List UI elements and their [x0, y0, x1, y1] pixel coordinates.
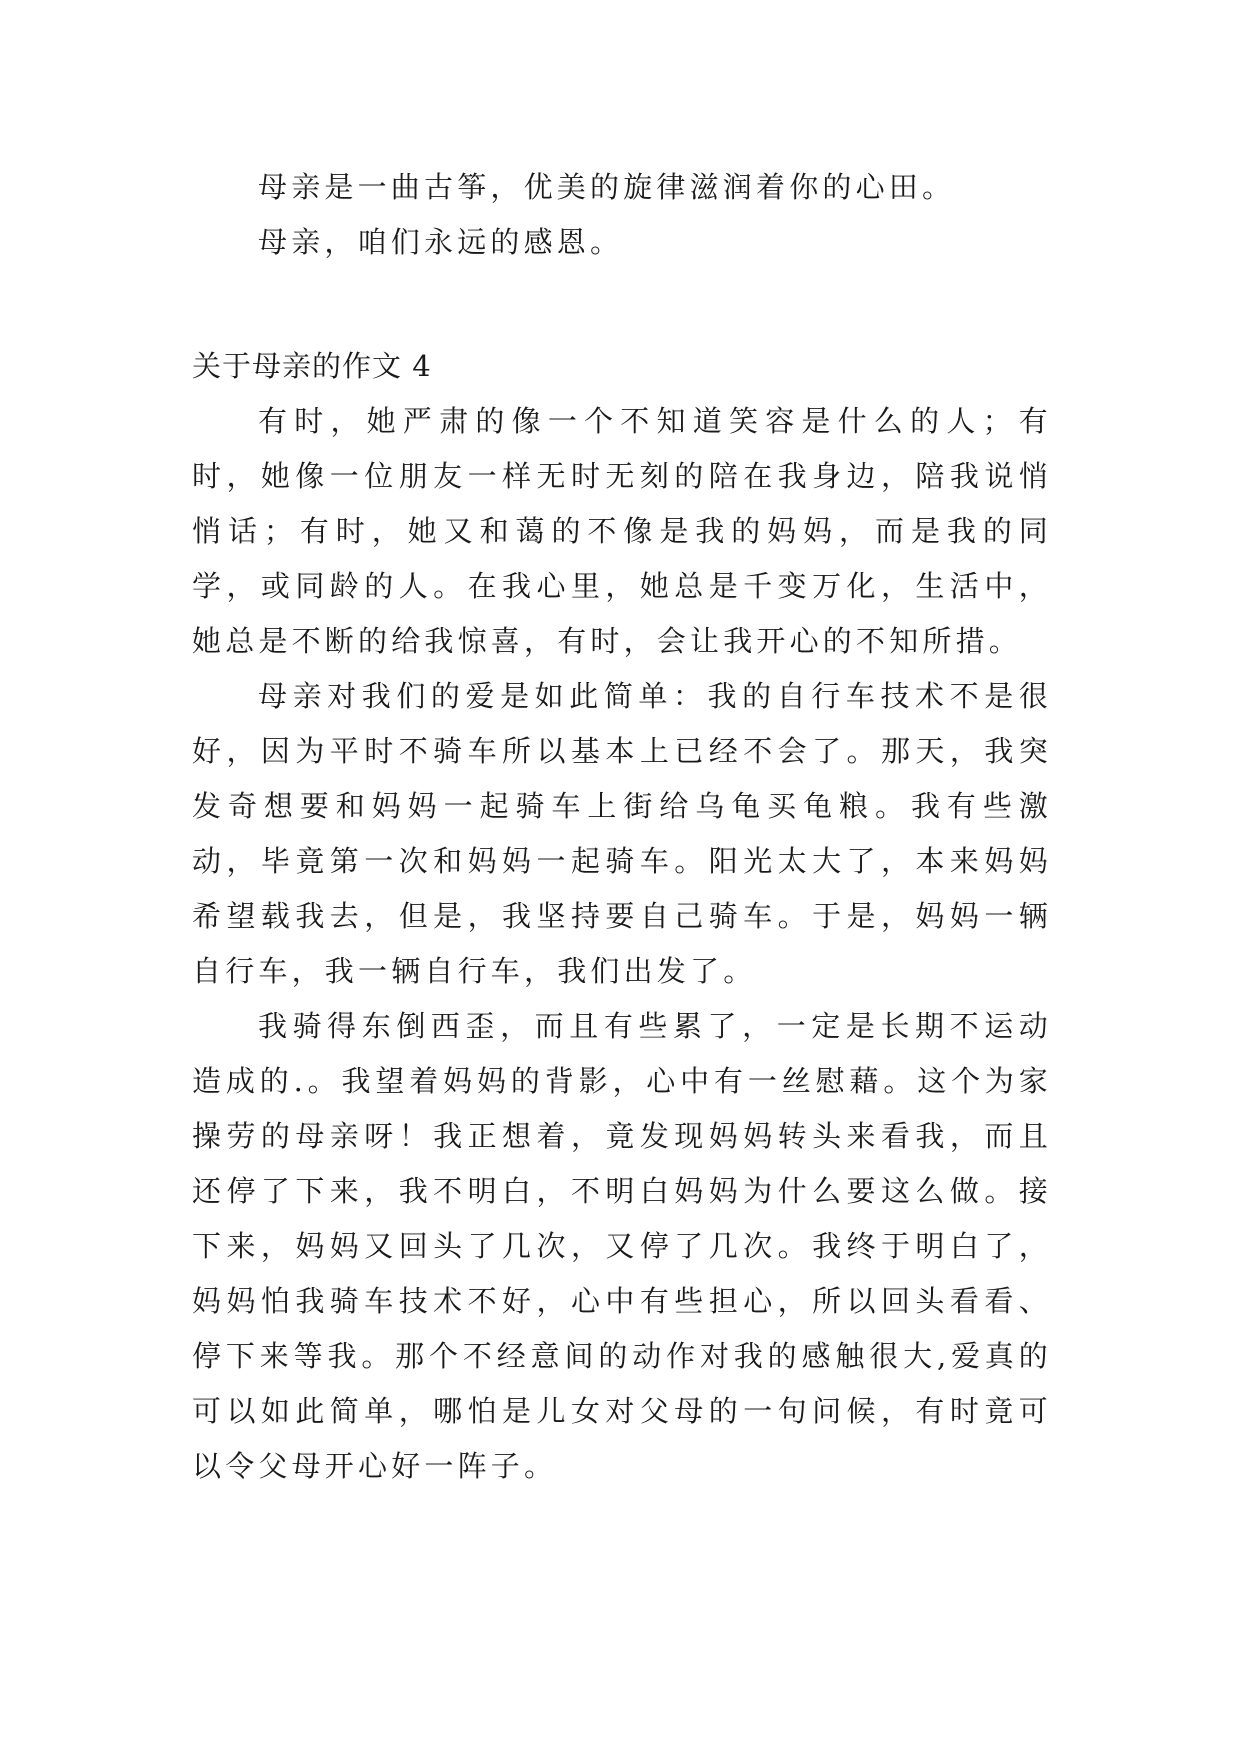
paragraph-3: 我骑得东倒西歪，而且有些累了，一定是长期不运动造成的.。我望着妈妈的背影，心中有一丝慰藉。这个为家操劳的母亲呀！我正想着，竟发现妈妈转头来看我，而且还停了下来，我不明白，不明白妈妈为什么要这么做。接下来，妈妈又回头了几次，又停了几次。我终于明白了，妈妈怕我骑车技术不好，心中有些担心，所以回头看看、停下来等我。那个不经意间的动作对我的感触很大,爱真的可以如此简单，哪怕是儿女对父母的一句问候，有时竟可以令父母开心好一阵子。 — [192, 1009, 1052, 1483]
section-title: 关于母亲的作文 4 — [192, 349, 432, 383]
paragraph-intro-2: 母亲，咱们永远的感恩。 — [258, 225, 624, 259]
document-body — [192, 160, 1052, 1494]
paragraph-intro-1: 母亲是一曲古筝，优美的旋律滋润着你的心田。 — [258, 170, 956, 204]
paragraph-2: 母亲对我们的爱是如此简单：我的自行车技术不是很好，因为平时不骑车所以基本上已经不会了。那天，我突发奇想要和妈妈一起骑车上街给乌龟买龟粮。我有些激动，毕竟第一次和妈妈一起骑车。阳光太大了，本来妈妈希望载我去，但是，我坚持要自己骑车。于是，妈妈一辆自行车，我一辆自行车，我们出发了。 — [192, 679, 1052, 988]
paragraph-1: 有时，她严肃的像一个不知道笑容是什么的人；有时，她像一位朋友一样无时无刻的陪在我身边，陪我说悄悄话；有时，她又和蔼的不像是我的妈妈，而是我的同学，或同龄的人。在我心里，她总是千变万化，生活中，她总是不断的给我惊喜，有时，会让我开心的不知所措。 — [192, 404, 1052, 658]
